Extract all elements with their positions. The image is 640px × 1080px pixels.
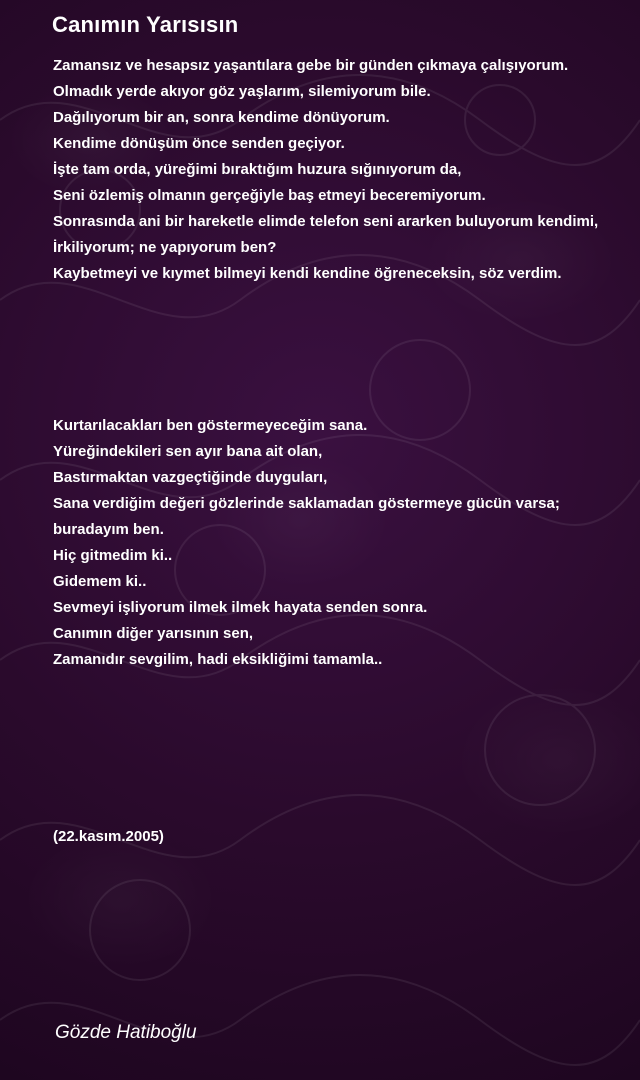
poem-date: (22.kasım.2005) bbox=[53, 828, 164, 845]
poem-line: Zamansız ve hesapsız yaşantılara gebe bir günden çıkmaya çalışıyorum. bbox=[53, 57, 569, 74]
poem-line: İrkiliyorum; ne yapıyorum ben? bbox=[53, 239, 277, 256]
poem-line: Hiç gitmedim ki.. bbox=[53, 547, 173, 564]
poem-line: Canımın diğer yarısının sen, bbox=[53, 625, 254, 642]
poem-stanza-2 bbox=[53, 413, 613, 673]
poem-line: Gidemem ki.. bbox=[53, 573, 147, 590]
poem-author: Gözde Hatiboğlu bbox=[55, 1022, 197, 1043]
poem-line: Bastırmaktan vazgeçtiğinde duyguları, bbox=[53, 469, 328, 486]
poem-line: İşte tam orda, yüreğimi bıraktığım huzura sığınıyorum da, bbox=[53, 161, 462, 178]
poem-line: Olmadık yerde akıyor göz yaşlarım, silemiyorum bile. bbox=[53, 83, 431, 100]
poem-line: Kaybetmeyi ve kıymet bilmeyi kendi kendine öğreneceksin, söz verdim. bbox=[53, 265, 562, 282]
poem-stanza-1 bbox=[53, 53, 613, 287]
poem-line: Zamanıdır sevgilim, hadi eksikliğimi tamamla.. bbox=[53, 651, 383, 668]
poem-line: Sevmeyi işliyorum ilmek ilmek hayata senden sonra. bbox=[53, 599, 428, 616]
poem-line: Yüreğindekileri sen ayır bana ait olan, bbox=[53, 443, 323, 460]
poem-line: Sana verdiğim değeri gözlerinde saklamadan göstermeye gücün varsa; buradayım ben. bbox=[53, 495, 560, 538]
poem-line: Kendime dönüşüm önce senden geçiyor. bbox=[53, 135, 345, 152]
poem-line: Sonrasında ani bir hareketle elimde telefon seni ararken buluyorum kendimi, bbox=[53, 213, 599, 230]
poem-line: Seni özlemiş olmanın gerçeğiyle baş etmeyi beceremiyorum. bbox=[53, 187, 486, 204]
poem-title: Canımın Yarısısın bbox=[52, 12, 239, 37]
poem-line: Kurtarılacakları ben göstermeyeceğim sana. bbox=[53, 417, 368, 434]
poem-line: Dağılıyorum bir an, sonra kendime dönüyorum. bbox=[53, 109, 390, 126]
